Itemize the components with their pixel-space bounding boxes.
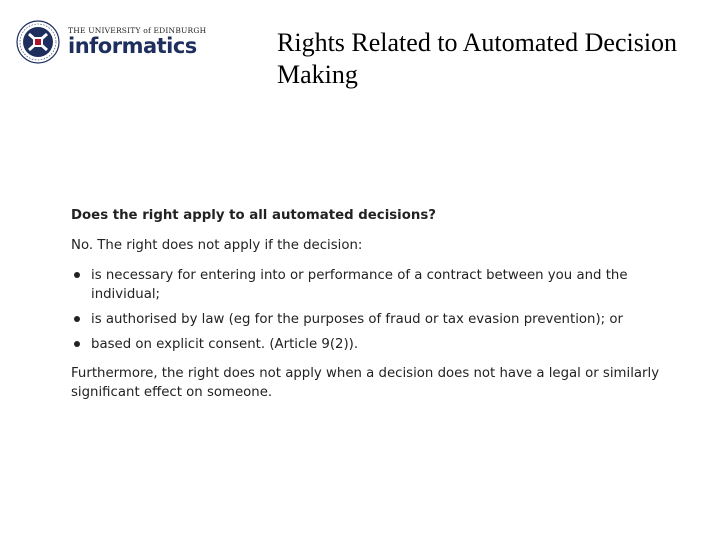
bullet-icon [74, 272, 80, 278]
list-item [71, 266, 671, 304]
university-name: THE UNIVERSITY of EDINBURGH [68, 25, 207, 35]
department-name: informatics [68, 34, 197, 59]
bullet-list [71, 266, 671, 354]
list-item-text: is authorised by law (eg for the purposes of fraud or tax evasion prevention); or [91, 312, 623, 327]
content-intro: No. The right does not apply if the decision: [71, 238, 363, 253]
slide-title: Rights Related to Automated Decision Making [277, 28, 678, 89]
bullet-icon [74, 341, 80, 347]
university-crest-icon [16, 20, 60, 64]
slide-content [71, 206, 671, 413]
content-closing: Furthermore, the right does not apply when a decision does not have a legal or similarly significant effect on someone. [71, 366, 660, 400]
list-item [71, 335, 671, 354]
list-item-text: is necessary for entering into or performance of a contract between you and the individual; [91, 268, 628, 302]
content-heading: Does the right apply to all automated decisions? [71, 208, 436, 223]
list-item-text: based on explicit consent. (Article 9(2)). [91, 337, 359, 352]
list-item [71, 310, 671, 329]
university-logo [16, 20, 207, 64]
bullet-icon [74, 316, 80, 322]
